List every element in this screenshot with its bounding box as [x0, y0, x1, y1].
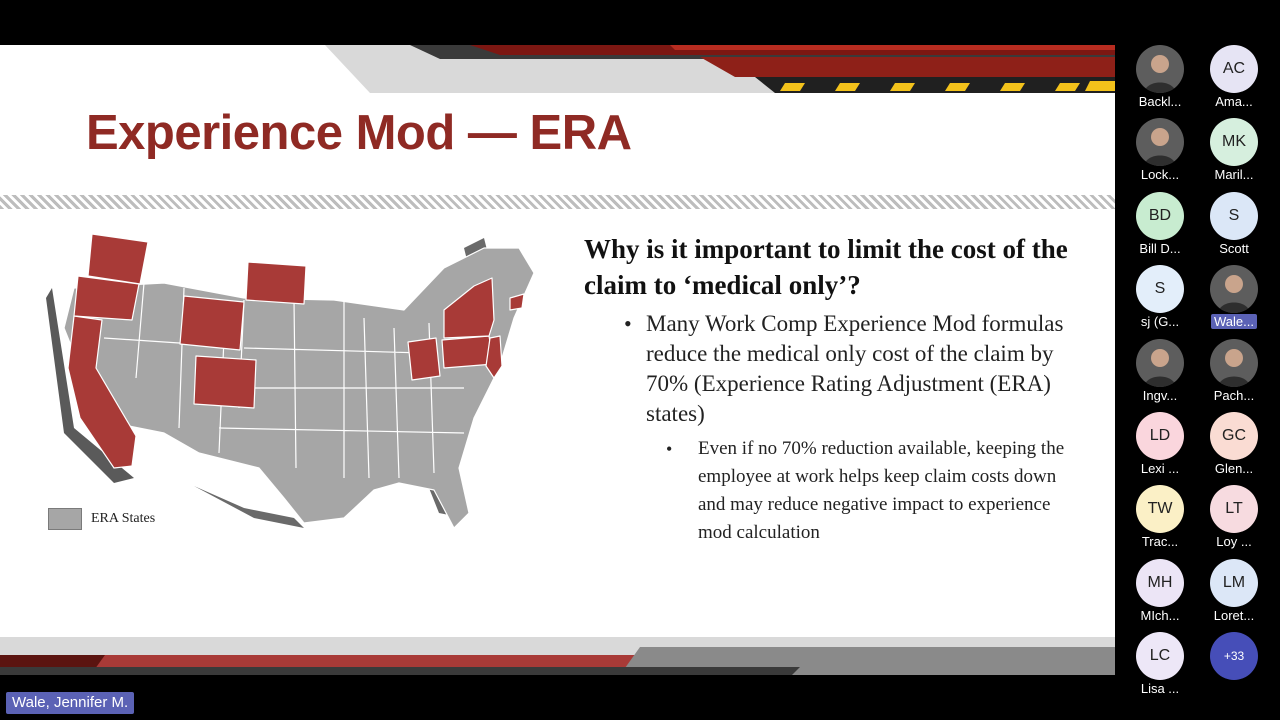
- participant-photo: [1136, 118, 1184, 166]
- participant-tile[interactable]: [1198, 337, 1270, 407]
- participant-name: Ingv...: [1142, 387, 1178, 403]
- participant-tile[interactable]: [1124, 557, 1196, 627]
- participant-avatar: S: [1210, 192, 1258, 240]
- participant-tile[interactable]: [1198, 116, 1270, 186]
- participant-tile[interactable]: [1124, 190, 1196, 260]
- participant-tile[interactable]: [1198, 190, 1270, 260]
- participant-tile[interactable]: [1124, 410, 1196, 480]
- participant-name: Lock...: [1140, 167, 1180, 183]
- participant-tile[interactable]: [1124, 483, 1196, 553]
- bullet-level-1: Many Work Comp Experience Mod formulas reduce the medical only cost of the claim by 70% (Experience Rating Adjustment (ERA) states): [646, 311, 1064, 426]
- participant-name: Trac...: [1141, 534, 1179, 550]
- participant-name: Lisa ...: [1140, 681, 1180, 697]
- participant-avatar: LT: [1210, 485, 1258, 533]
- participant-avatar: MH: [1136, 559, 1184, 607]
- participant-tile[interactable]: [1198, 557, 1270, 627]
- participant-tile[interactable]: [1198, 43, 1270, 113]
- participant-name: Bill D...: [1139, 240, 1181, 256]
- participant-avatar: BD: [1136, 192, 1184, 240]
- participant-gallery: [1118, 40, 1280, 697]
- participant-tile[interactable]: [1124, 337, 1196, 407]
- participant-avatar: AC: [1210, 45, 1258, 93]
- participant-photo: [1136, 339, 1184, 387]
- participant-name: Loy ...: [1216, 534, 1252, 550]
- participant-name: Loret...: [1213, 607, 1255, 623]
- legend-label: ERA States: [91, 511, 156, 526]
- bullet-marker: •: [666, 439, 673, 459]
- participant-name: Lexi ...: [1140, 461, 1180, 476]
- map-legend: [48, 508, 155, 530]
- participant-name: Glen...: [1214, 461, 1254, 476]
- participant-photo: [1210, 339, 1258, 387]
- participant-name: Pach...: [1213, 387, 1255, 403]
- legend-swatch-gray: [48, 508, 82, 530]
- participant-tile[interactable]: [1198, 263, 1270, 333]
- participant-tile[interactable]: [1124, 43, 1196, 113]
- participant-avatar: LC: [1136, 632, 1184, 680]
- bullet-marker: •: [624, 311, 632, 336]
- participant-name: MIch...: [1140, 607, 1180, 623]
- participant-name: Wale...: [1211, 314, 1257, 329]
- participant-avatar: LM: [1210, 559, 1258, 607]
- presentation-slide: [0, 45, 1115, 675]
- participant-tile[interactable]: [1198, 483, 1270, 553]
- participant-tile[interactable]: [1124, 630, 1196, 700]
- slide-title: Experience Mod — ERA: [86, 106, 632, 160]
- participant-tile[interactable]: [1124, 116, 1196, 186]
- participant-tile[interactable]: [1124, 263, 1196, 333]
- participant-name: sj (G...: [1140, 314, 1180, 330]
- participant-avatar: S: [1136, 265, 1184, 313]
- bullet-level-2: Even if no 70% reduction available, keeping the employee at work helps keep claim costs down and may reduce negative impact to experience mod calculation: [698, 438, 1065, 543]
- participant-photo: [1210, 265, 1258, 313]
- participant-name: Backl...: [1138, 94, 1182, 109]
- participant-avatar: TW: [1136, 485, 1184, 533]
- us-map-era-states: [44, 228, 544, 528]
- participant-name: Scott: [1219, 240, 1249, 256]
- active-speaker-name: Wale, Jennifer M.: [6, 692, 134, 714]
- slide-question: Why is it important to limit the cost of the claim to ‘medical only’?: [584, 234, 1068, 300]
- participant-avatar: GC: [1210, 412, 1258, 460]
- participant-name: Ama...: [1215, 94, 1253, 109]
- participant-photo: [1136, 45, 1184, 93]
- participant-avatar: +33: [1210, 632, 1258, 680]
- participant-avatar: MK: [1210, 118, 1258, 166]
- participant-avatar: LD: [1136, 412, 1184, 460]
- participant-name: Maril...: [1214, 167, 1254, 183]
- more-participants-button[interactable]: [1198, 630, 1270, 700]
- hatched-divider: [0, 195, 1115, 209]
- participant-tile[interactable]: [1198, 410, 1270, 480]
